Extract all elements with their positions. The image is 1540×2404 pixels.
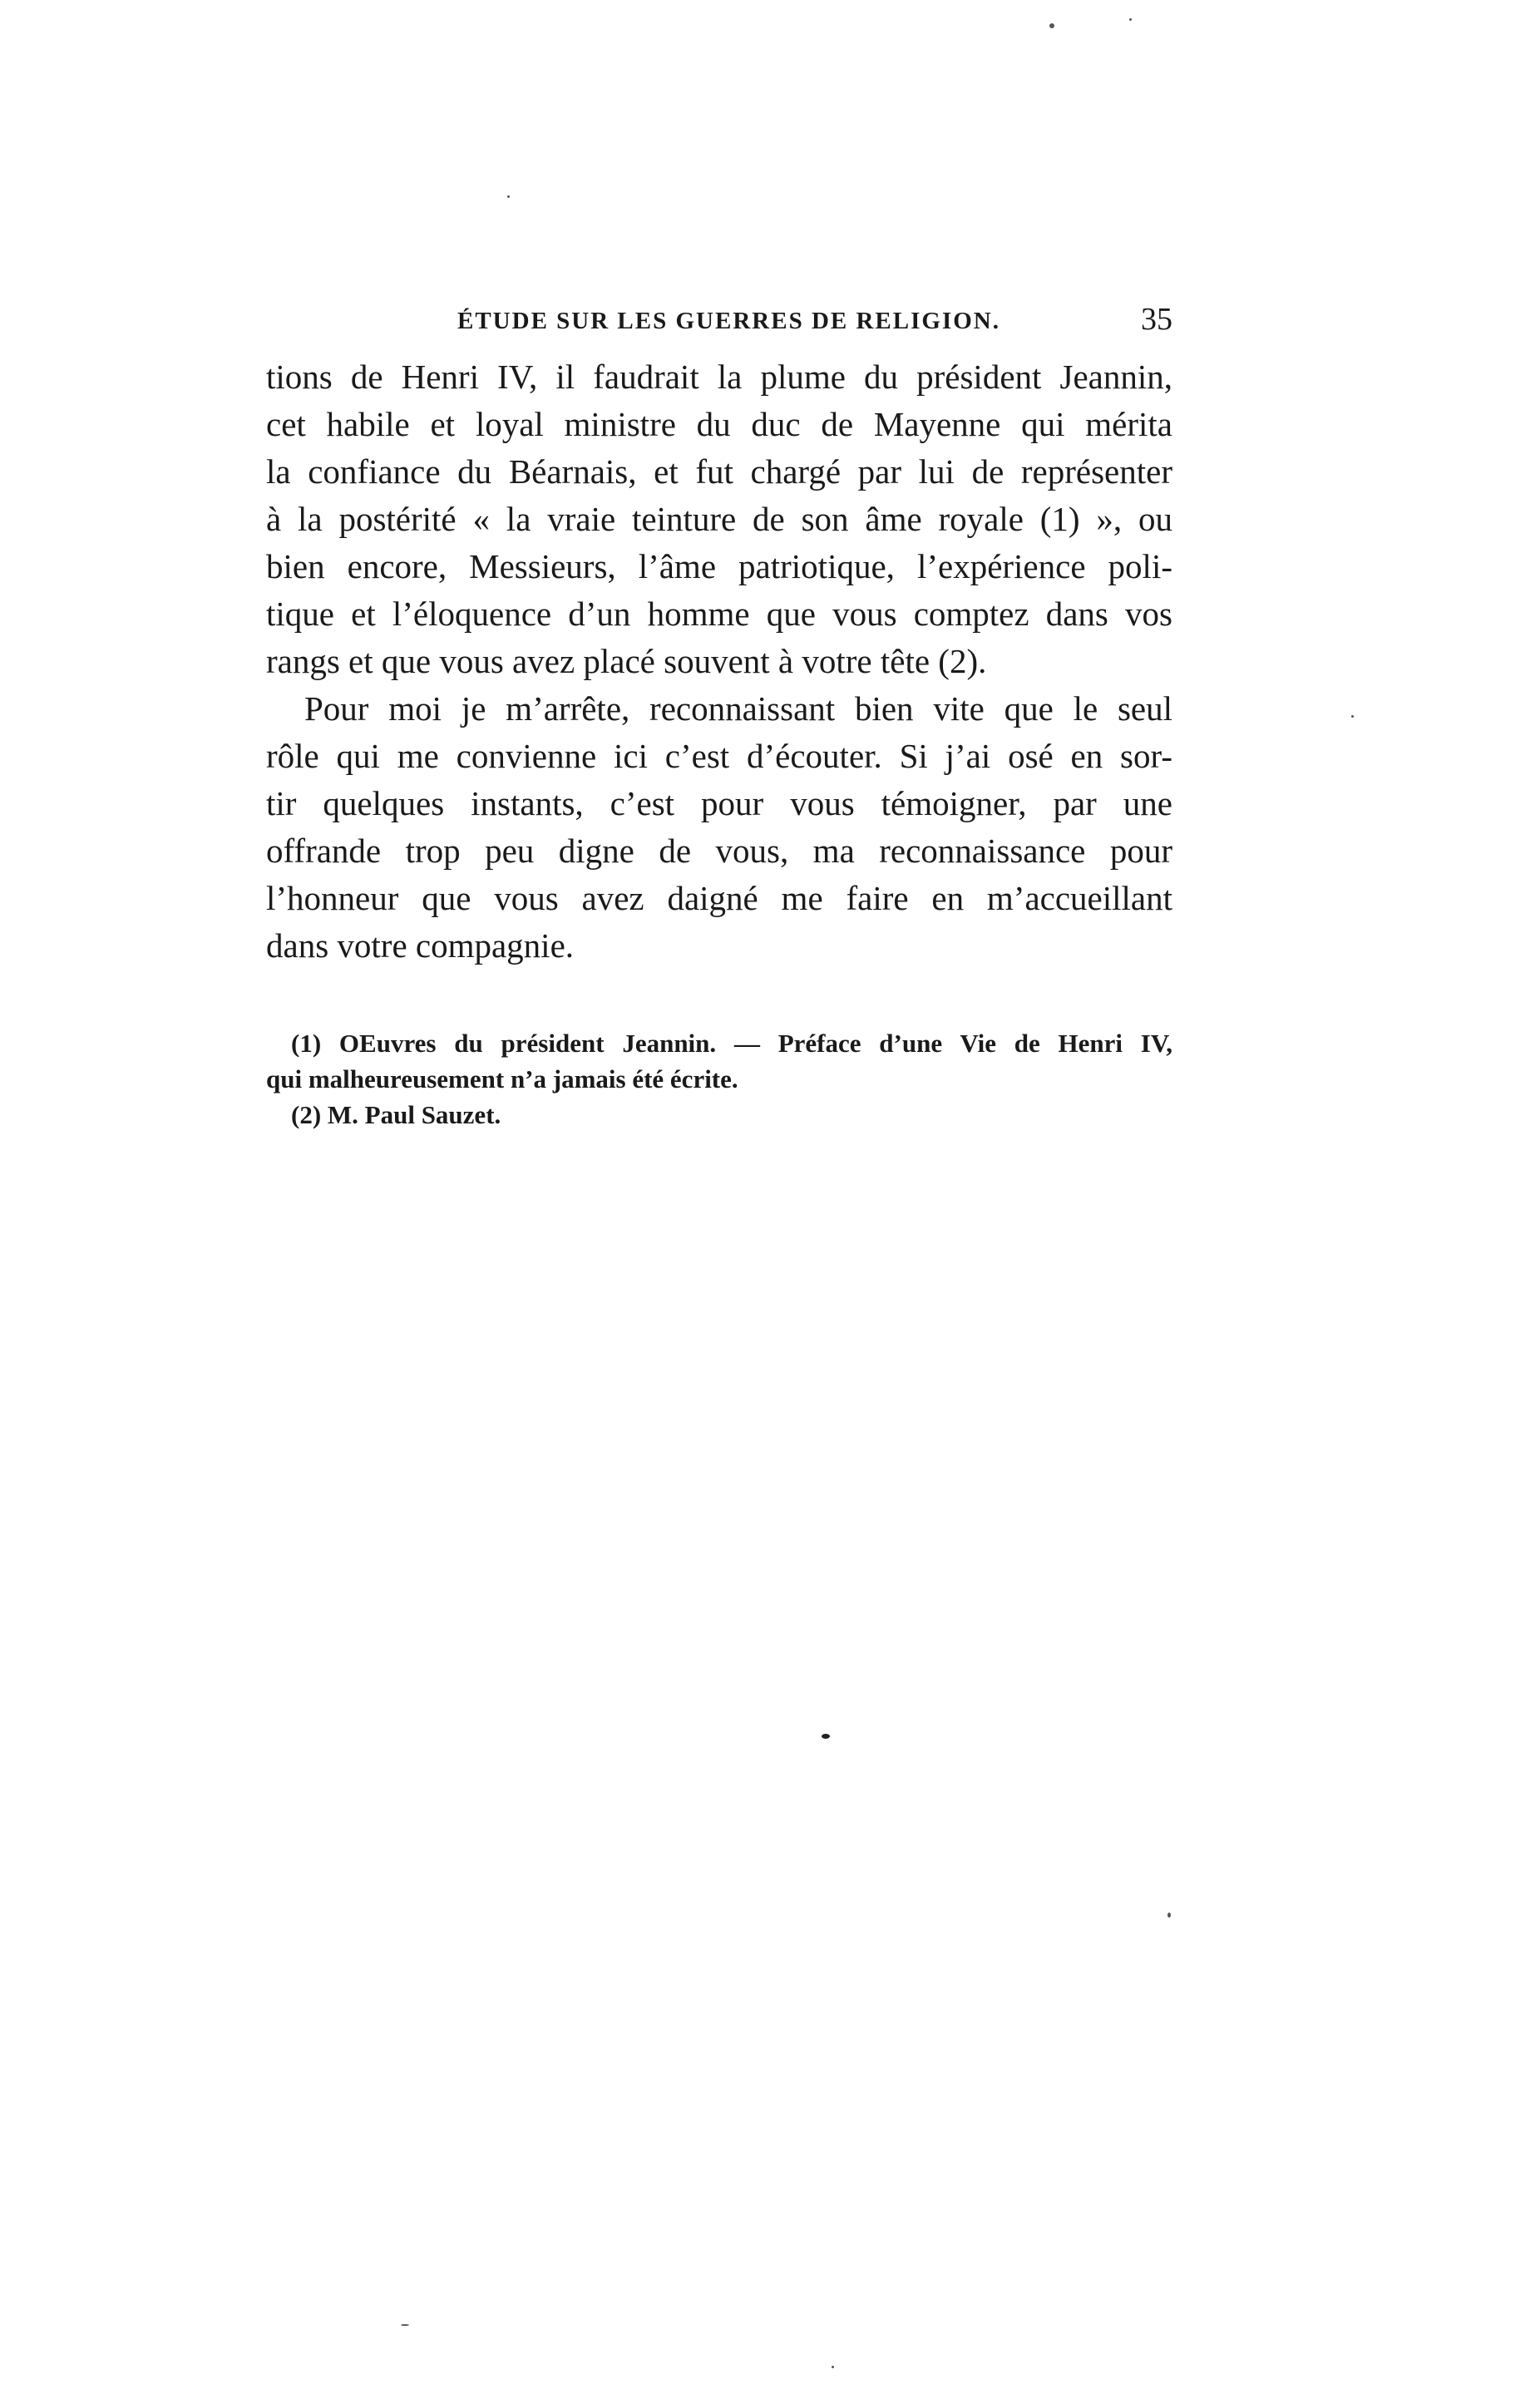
scan-speck bbox=[832, 2366, 834, 2368]
text-line: tions de Henri IV, il faudrait la plume du président Jeannin, bbox=[266, 358, 1172, 396]
footnote-line: qui malheureusement n’a jamais été écrite. bbox=[266, 1064, 738, 1093]
text-line: tir quelques instants, c’est pour vous témoigner, par une bbox=[266, 784, 1172, 822]
scan-speck bbox=[1167, 1913, 1171, 1918]
text-line: bien encore, Messieurs, l’âme patriotique, l’expérience poli- bbox=[266, 547, 1172, 585]
page-number: 35 bbox=[1141, 302, 1172, 337]
footnote-line: (2) M. Paul Sauzet. bbox=[291, 1100, 501, 1129]
text-line: rôle qui me convienne ici c’est d’écouter. Si j’ai osé en sor- bbox=[266, 737, 1172, 775]
running-head bbox=[266, 299, 1172, 349]
text-line: l’honneur que vous avez daigné me faire en m’accueillant bbox=[266, 879, 1172, 917]
text-line: dans votre compagnie. bbox=[266, 926, 575, 965]
text-line: tique et l’éloquence d’un homme que vous comptez dans vos bbox=[266, 595, 1172, 633]
scan-speck bbox=[507, 195, 510, 198]
text-line: Pour moi je m’arrête, reconnaissant bien vite que le seul bbox=[304, 689, 1172, 728]
scan-speck bbox=[1351, 715, 1354, 718]
text-line: offrande trop peu digne de vous, ma reconnaissance pour bbox=[266, 832, 1172, 870]
text-line: à la postérité « la vraie teinture de son âme royale (1) », ou bbox=[266, 500, 1172, 538]
text-line: cet habile et loyal ministre du duc de Mayenne qui mérita bbox=[266, 405, 1172, 443]
text-line: rangs et que vous avez placé souvent à votre tête (2). bbox=[266, 642, 987, 680]
scan-speck bbox=[1049, 23, 1054, 28]
scan-speck bbox=[401, 2324, 409, 2326]
scan-speck bbox=[822, 1734, 830, 1739]
footnotes bbox=[266, 1025, 1172, 1133]
running-title: ÉTUDE SUR LES GUERRES DE RELIGION. bbox=[457, 308, 1000, 334]
scan-speck bbox=[1129, 18, 1132, 21]
footnote-line: (1) OEuvres du président Jeannin. — Préface d’une Vie de Henri IV, bbox=[291, 1029, 1172, 1058]
body-text bbox=[266, 353, 1172, 970]
text-line: la confiance du Béarnais, et fut chargé par lui de représenter bbox=[266, 452, 1172, 491]
